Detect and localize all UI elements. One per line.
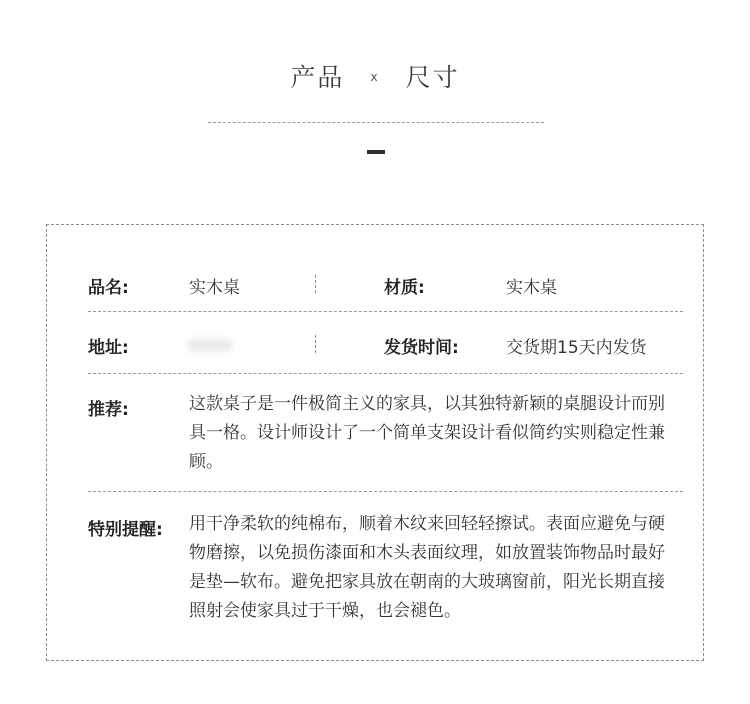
product-info-card: [46, 224, 704, 661]
material-value: 实木桌: [506, 278, 557, 298]
ship-time-value: 交货期15天内发货: [506, 338, 647, 358]
name-value: 实木桌: [189, 278, 240, 298]
section-title: [0, 58, 750, 94]
page-header: [0, 0, 750, 200]
title-accent-bar: [367, 150, 385, 154]
row-divider: [88, 311, 683, 312]
column-divider: [315, 275, 316, 293]
recommend-label: 推荐:: [88, 400, 129, 420]
title-word-product: 产品: [290, 63, 345, 92]
recommend-text: 这款桌子是一件极简主义的家具，以其独特新颖的桌腿设计而别具一格。设计师设计了一个简单支架设计看似简约实则稳定性兼顾。: [189, 394, 665, 472]
column-divider: [315, 335, 316, 353]
row-divider: [88, 491, 683, 492]
title-separator: x: [370, 70, 380, 84]
title-divider: [208, 122, 544, 123]
ship-time-label: 发货时间:: [384, 338, 459, 358]
reminder-label: 特别提醒:: [88, 520, 163, 540]
name-label: 品名:: [88, 278, 129, 298]
reminder-text: 用干净柔软的纯棉布，顺着木纹来回轻轻擦试。表面应避免与硬物磨擦，以免损伤漆面和木头表面纹理，如放置装饰物品时最好是垫—软布。避免把家具放在朝南的大玻璃窗前，阳光长期直接照射会使家具过于干燥，也会褪色。: [189, 514, 665, 621]
address-value-blurred: [187, 338, 233, 352]
material-label: 材质:: [384, 278, 425, 298]
row-divider: [88, 373, 683, 374]
address-label: 地址:: [88, 338, 129, 358]
title-word-size: 尺寸: [405, 63, 460, 92]
